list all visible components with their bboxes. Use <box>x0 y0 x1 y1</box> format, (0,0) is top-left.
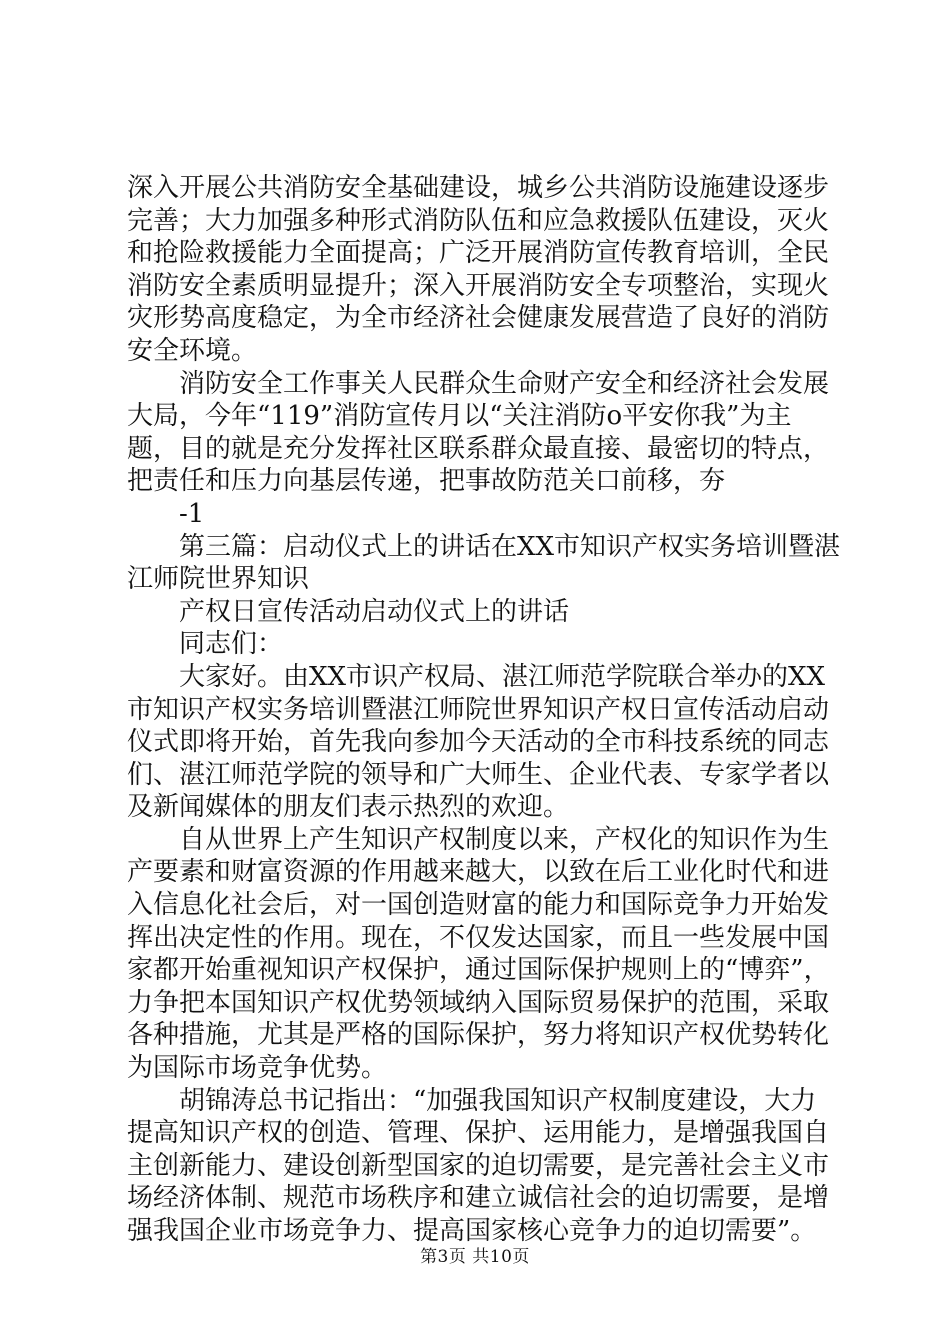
text-line: 深入开展公共消防安全基础建设，城乡公共消防设施建设逐步 <box>127 173 830 203</box>
text-line: -1 <box>179 498 205 529</box>
text-line: 产权日宣传活动启动仪式上的讲话 <box>179 596 570 627</box>
text-line: 大局，今年“119”消防宣传月以“关注消防o平安你我”为主 <box>127 401 792 432</box>
text-line: 安全环境。 <box>127 335 258 366</box>
text-line: 入信息化社会后，对一国创造财富的能力和国际竞争力开始发 <box>127 890 830 921</box>
text-line: 挥出决定性的作用。现在，不仅发达国家，而且一些发展中国 <box>127 922 830 953</box>
text-line: 各种措施，尤其是严格的国际保护，努力将知识产权优势转化 <box>127 1020 830 1051</box>
text-line: 自从世界上产生知识产权制度以来，产权化的知识作为生 <box>179 824 830 855</box>
text-line: 提高知识产权的创造、管理、保护、运用能力，是增强我国自 <box>127 1118 830 1149</box>
text-line: 把责任和压力向基层传递，把事故防范关口前移，夯 <box>127 466 726 497</box>
text-line: 胡锦涛总书记指出：“加强我国知识产权制度建设，大力 <box>179 1085 817 1116</box>
text-line: 题，目的就是充分发挥社区联系群众最直接、最密切的特点， <box>127 433 830 464</box>
page-footer: 第3页 共10页 <box>420 1247 530 1267</box>
text-line: 市知识产权实务培训暨湛江师院世界知识产权日宣传活动启动 <box>127 694 830 725</box>
text-line: 家都开始重视知识产权保护，通过国际保护规则上的“博弈”， <box>127 955 830 986</box>
text-line: 第三篇：启动仪式上的讲话在XX市知识产权实务培训暨湛 <box>179 531 841 562</box>
text-line: 同志们： <box>179 629 284 660</box>
text-line: 力争把本国知识产权优势领域纳入国际贸易保护的范围，采取 <box>127 987 830 1018</box>
text-line: 们、湛江师范学院的领导和广大师生、企业代表、专家学者以 <box>127 759 830 790</box>
text-line: 场经济体制、规范市场秩序和建立诚信社会的迫切需要，是增 <box>127 1183 830 1214</box>
text-line: 强我国企业市场竞争力、提高国家核心竞争力的迫切需要”。 <box>127 1216 817 1246</box>
text-line: 为国际市场竞争优势。 <box>127 1053 388 1084</box>
text-line: 江师院世界知识 <box>127 564 310 595</box>
text-line: 产要素和财富资源的作用越来越大，以致在后工业化时代和进 <box>127 857 830 888</box>
text-line: 完善；大力加强多种形式消防队伍和应急救援队伍建设，灭火 <box>127 205 830 236</box>
text-line: 仪式即将开始，首先我向参加今天活动的全市科技系统的同志 <box>127 727 830 758</box>
text-line: 主创新能力、建设创新型国家的迫切需要，是完善社会主义市 <box>127 1150 830 1181</box>
text-line: 及新闻媒体的朋友们表示热烈的欢迎。 <box>127 792 570 823</box>
text-line: 灾形势高度稳定，为全市经济社会健康发展营造了良好的消防 <box>127 303 830 334</box>
text-line: 消防安全素质明显提升；深入开展消防安全专项整治，实现火 <box>127 270 830 301</box>
text-line: 和抢险救援能力全面提高；广泛开展消防宣传教育培训，全民 <box>127 238 830 269</box>
text-line: 大家好。由XX市识产权局、湛江师范学院联合举办的XX <box>179 661 826 692</box>
document-body <box>127 172 841 1248</box>
text-line: 消防安全工作事关人民群众生命财产安全和经济社会发展 <box>179 368 830 399</box>
